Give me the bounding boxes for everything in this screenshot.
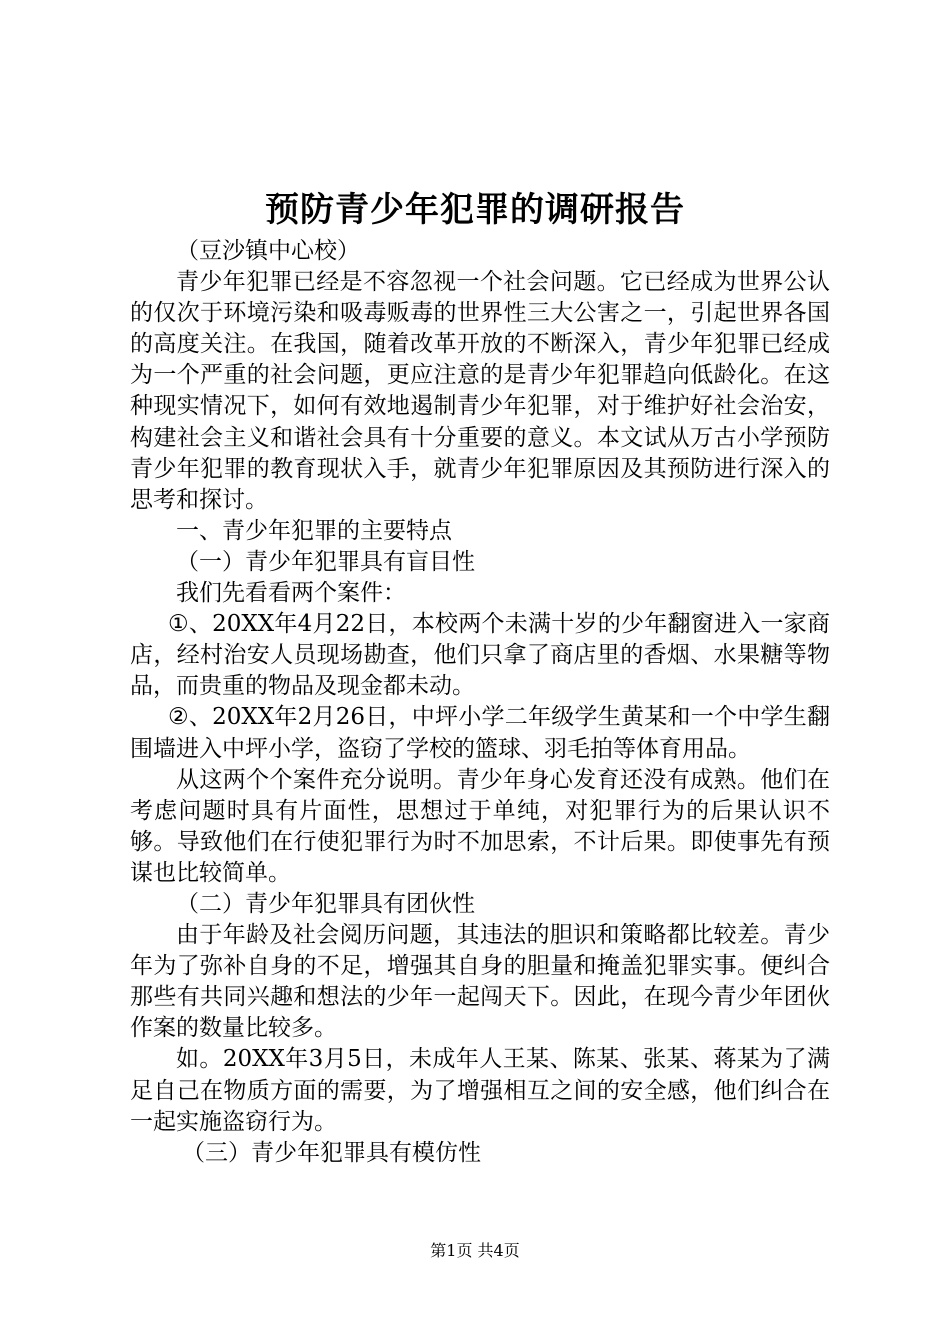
paragraph-intro: 青少年犯罪已经是不容忽视一个社会问题。它已经成为世界公认的仅次于环境污染和吸毒贩毒的世界性三大公害之一，引起世界各国的高度关注。在我国，随着改革开放的不断深入，青少年犯罪已经成为一个严重的社会问题，更应注意的是青少年犯罪趋向低龄化。在这种现实情况下，如何有效地遏制青少年犯罪，对于维护好社会治安，构建社会主义和谐社会具有十分重要的意义。本文试从万古小学预防青少年犯罪的教育现状入手，就青少年犯罪原因及其预防进行深入的思考和探讨。 [130,269,830,513]
paragraph-case-2: ②、20XX年2月26日，中坪小学二年级学生黄某和一个中学生翻围墙进入中坪小学，盗窃了学校的篮球、羽毛拍等体育用品。 [130,704,830,762]
document-title: 预防青少年犯罪的调研报告 [265,190,685,230]
paragraph-analysis-1: 从这两个个案件充分说明。青少年身心发育还没有成熟。他们在考虑问题时具有片面性，思想过于单纯，对犯罪行为的后果认识不够。导致他们在行使犯罪行为时不加思索，不计后果。即使事先有预谋也比较简单。 [130,766,830,886]
subsection-heading-3: （三）青少年犯罪具有模仿性 [182,1139,481,1166]
paragraph-analysis-2: 由于年龄及社会阅历问题，其违法的胆识和策略都比较差。青少年为了弥补自身的不足，增强其自身的胆量和掩盖犯罪实事。便纠合那些有共同兴趣和想法的少年一起闯天下。因此，在现今青少年团伙作案的数量比较多。 [130,922,830,1042]
subsection-heading-1: （一）青少年犯罪具有盲目性 [176,548,475,575]
paragraph-case-3: 如。20XX年3月5日，未成年人王某、陈某、张某、蒋某为了满足自己在物质方面的需要，为了增强相互之间的安全感，他们纠合在一起实施盗窃行为。 [130,1046,830,1135]
paragraph-cases-intro: 我们先看看两个案件： [176,580,406,607]
section-heading-1: 一、青少年犯罪的主要特点 [176,517,452,544]
paragraph-case-1: ①、20XX年4月22日，本校两个未满十岁的少年翻窗进入一家商店，经村治安人员现场勘查，他们只拿了商店里的香烟、水果糖等物品，而贵重的物品及现金都未动。 [130,611,830,700]
page-footer: 第1页 共4页 [430,1241,520,1260]
subsection-heading-2: （二）青少年犯罪具有团伙性 [176,890,475,917]
author-line: （豆沙镇中心校） [176,238,360,264]
document-body [130,236,830,1169]
